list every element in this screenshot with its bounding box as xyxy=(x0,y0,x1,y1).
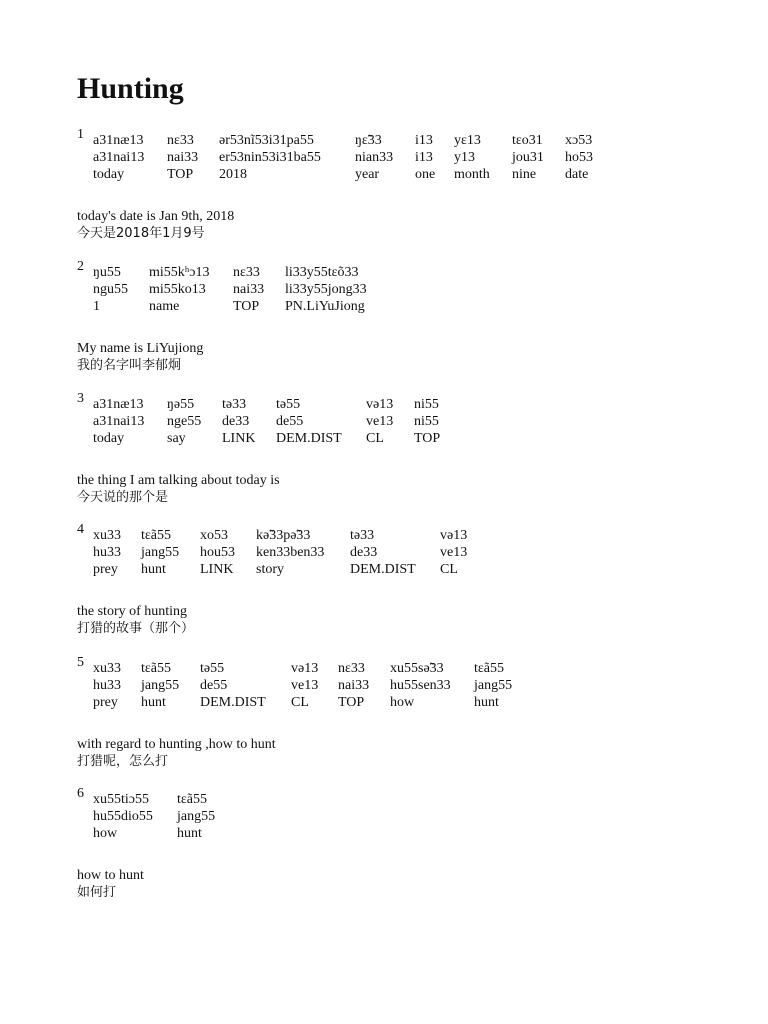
gloss-cell: ken33ben33 xyxy=(256,545,325,560)
gloss-cell: DEM.DIST xyxy=(350,562,416,577)
gloss-cell: kə̃33pə̃33 xyxy=(256,528,311,543)
gloss-cell: ve13 xyxy=(440,545,468,560)
transcription-row xyxy=(93,660,524,677)
translation-chinese: 我的名字叫李郁炯 xyxy=(77,358,182,373)
gloss-cell: ngu55 xyxy=(93,282,128,297)
gloss-cell: LINK xyxy=(200,562,234,577)
gloss-cell: LINK xyxy=(222,431,256,446)
gloss-cell: ŋu55 xyxy=(93,265,121,280)
gloss-cell: li33y55jong33 xyxy=(285,282,367,297)
gloss-cell: jang55 xyxy=(474,678,513,693)
gloss-cell: nɛ33 xyxy=(338,661,365,676)
gloss-cell: hu33 xyxy=(93,545,121,560)
gloss-cell: hunt xyxy=(177,826,202,841)
gloss-cell: tɛo31 xyxy=(512,133,543,148)
gloss-cell: tə33 xyxy=(222,397,247,412)
gloss-cell: hu55dio55 xyxy=(93,809,153,824)
gloss-cell: tɛã55 xyxy=(141,661,171,676)
gloss-cell: 2018 xyxy=(219,167,247,182)
gloss-cell: year xyxy=(355,167,380,182)
transcription-row xyxy=(93,527,480,544)
gloss-cell: yɛ13 xyxy=(454,133,481,148)
gloss-cell: və13 xyxy=(291,661,319,676)
romanization-row xyxy=(93,808,237,825)
gloss-row xyxy=(93,694,524,711)
romanization-row xyxy=(93,677,524,694)
gloss-cell: say xyxy=(167,431,186,446)
gloss-cell: xu55sə̃33 xyxy=(390,661,444,676)
transcription-row xyxy=(93,264,405,281)
gloss-cell: xu55tiɔ55 xyxy=(93,792,149,807)
gloss-row xyxy=(93,561,480,578)
romanization-row xyxy=(93,544,480,561)
gloss-cell: mi55ko13 xyxy=(149,282,206,297)
gloss-cell: CL xyxy=(291,695,309,710)
translation-chinese: 打猎的故事（那个） xyxy=(77,621,195,636)
gloss-cell: hunt xyxy=(474,695,499,710)
gloss-table xyxy=(93,132,615,183)
gloss-cell: ni55 xyxy=(414,397,439,412)
gloss-cell: jang55 xyxy=(141,545,180,560)
gloss-cell: how xyxy=(390,695,415,710)
translation-english: how to hunt xyxy=(77,868,144,883)
gloss-cell: tə33 xyxy=(350,528,375,543)
gloss-cell: ŋə55 xyxy=(167,397,195,412)
gloss-cell: a31næ13 xyxy=(93,133,144,148)
gloss-cell: de33 xyxy=(350,545,378,560)
gloss-cell: xo53 xyxy=(200,528,228,543)
transcription-row xyxy=(93,132,615,149)
gloss-cell: hou53 xyxy=(200,545,235,560)
gloss-cell: name xyxy=(149,299,180,314)
translation-chinese: 打猎呢，怎么打 xyxy=(77,754,169,769)
translation-english: today's date is Jan 9th, 2018 xyxy=(77,209,235,224)
gloss-cell: nian33 xyxy=(355,150,394,165)
gloss-row xyxy=(93,825,237,842)
translation-english: the story of hunting xyxy=(77,604,188,619)
gloss-row xyxy=(93,298,405,315)
gloss-cell: de55 xyxy=(200,678,228,693)
gloss-cell: tɛã55 xyxy=(177,792,207,807)
gloss-cell: ve13 xyxy=(366,414,394,429)
example-number: 4 xyxy=(77,522,84,537)
gloss-cell: li33y55tɛõ33 xyxy=(285,265,359,280)
gloss-cell: TOP xyxy=(167,167,194,182)
gloss-cell: a31nai13 xyxy=(93,414,145,429)
gloss-cell: xɔ53 xyxy=(565,133,593,148)
gloss-cell: prey xyxy=(93,695,118,710)
example-number: 6 xyxy=(77,786,84,801)
gloss-table xyxy=(93,660,524,711)
gloss-cell: date xyxy=(565,167,589,182)
gloss-cell: month xyxy=(454,167,490,182)
gloss-cell: tə55 xyxy=(276,397,301,412)
gloss-cell: nɛ33 xyxy=(167,133,194,148)
gloss-cell: 1 xyxy=(93,299,100,314)
gloss-cell: tɛã55 xyxy=(141,528,171,543)
gloss-table xyxy=(93,527,480,578)
gloss-cell: er53nin53i31ba55 xyxy=(219,150,321,165)
gloss-cell: one xyxy=(415,167,436,182)
gloss-cell: ho53 xyxy=(565,150,593,165)
gloss-cell: ər53nĩ53i31pa55 xyxy=(219,133,314,148)
example-number: 3 xyxy=(77,391,84,406)
gloss-cell: i13 xyxy=(415,150,433,165)
gloss-cell: TOP xyxy=(338,695,365,710)
gloss-cell: today xyxy=(93,167,125,182)
gloss-cell: DEM.DIST xyxy=(276,431,342,446)
transcription-row xyxy=(93,791,237,808)
gloss-cell: a31nai13 xyxy=(93,150,145,165)
gloss-cell: jou31 xyxy=(512,150,544,165)
example-number: 1 xyxy=(77,127,84,142)
gloss-cell: a31næ13 xyxy=(93,397,144,412)
example-number: 5 xyxy=(77,655,84,670)
document-title: Hunting xyxy=(77,72,184,105)
gloss-cell: CL xyxy=(366,431,384,446)
gloss-cell: CL xyxy=(440,562,458,577)
gloss-cell: de55 xyxy=(276,414,304,429)
translation-chinese: 如何打 xyxy=(77,885,117,900)
gloss-cell: tə55 xyxy=(200,661,225,676)
translation-chinese: 今天说的那个是 xyxy=(77,490,169,505)
gloss-table xyxy=(93,264,405,315)
gloss-cell: nge55 xyxy=(167,414,202,429)
gloss-cell: PN.LiYuJiong xyxy=(285,299,365,314)
gloss-cell: xu33 xyxy=(93,661,121,676)
gloss-cell: nine xyxy=(512,167,537,182)
translation-english: the thing I am talking about today is xyxy=(77,473,280,488)
gloss-cell: y13 xyxy=(454,150,475,165)
gloss-table xyxy=(93,396,454,447)
translation-english: My name is LiYujiong xyxy=(77,341,204,356)
gloss-cell: DEM.DIST xyxy=(200,695,266,710)
gloss-cell: ŋɛ̃33 xyxy=(355,133,382,148)
gloss-cell: nai33 xyxy=(338,678,370,693)
gloss-row xyxy=(93,430,454,447)
gloss-cell: jang55 xyxy=(141,678,180,693)
gloss-cell: TOP xyxy=(233,299,260,314)
translation-chinese: 今天是2018年1月9号 xyxy=(77,226,205,241)
transcription-row xyxy=(93,396,454,413)
gloss-cell: hunt xyxy=(141,562,166,577)
gloss-cell: xu33 xyxy=(93,528,121,543)
gloss-cell: tɛã55 xyxy=(474,661,504,676)
gloss-table xyxy=(93,791,237,842)
gloss-cell: how xyxy=(93,826,118,841)
gloss-cell: və13 xyxy=(366,397,394,412)
example-number: 2 xyxy=(77,259,84,274)
gloss-cell: prey xyxy=(93,562,118,577)
gloss-cell: ve13 xyxy=(291,678,319,693)
gloss-cell: de33 xyxy=(222,414,250,429)
gloss-cell: i13 xyxy=(415,133,433,148)
romanization-row xyxy=(93,149,615,166)
gloss-cell: nai33 xyxy=(167,150,199,165)
gloss-cell: mi55kʰɔ13 xyxy=(149,265,210,280)
translation-english: with regard to hunting ,how to hunt xyxy=(77,737,276,752)
gloss-cell: hunt xyxy=(141,695,166,710)
gloss-cell: ni55 xyxy=(414,414,439,429)
gloss-cell: və13 xyxy=(440,528,468,543)
gloss-cell: hu55sen33 xyxy=(390,678,451,693)
gloss-row xyxy=(93,166,615,183)
gloss-cell: story xyxy=(256,562,284,577)
romanization-row xyxy=(93,281,405,298)
gloss-cell: today xyxy=(93,431,125,446)
gloss-cell: TOP xyxy=(414,431,441,446)
romanization-row xyxy=(93,413,454,430)
gloss-cell: jang55 xyxy=(177,809,216,824)
gloss-cell: hu33 xyxy=(93,678,121,693)
gloss-cell: nai33 xyxy=(233,282,265,297)
gloss-cell: nɛ33 xyxy=(233,265,260,280)
